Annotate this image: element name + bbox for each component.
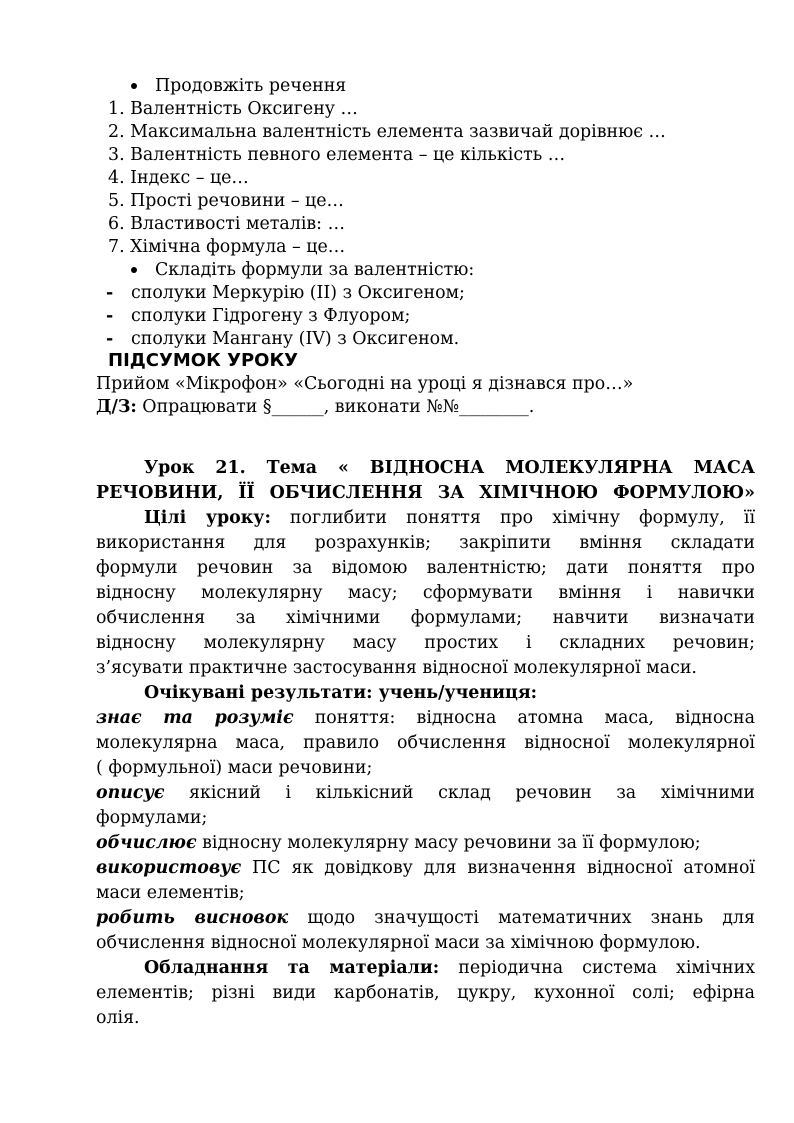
dash-item: сполуки Гідрогену з Флуором;: [131, 306, 411, 326]
describes-label: описує: [96, 783, 165, 803]
list-item: 1. Валентність Оксигену …: [108, 99, 358, 119]
goals-row: обчислення за хімічними формулами; навчити визначати: [96, 608, 755, 628]
equipment-paragraph: [96, 956, 755, 1031]
concludes-row: обчислення відносної молекулярної маси за хімічною формулою.: [96, 933, 701, 953]
uses-paragraph: [96, 856, 755, 906]
list-item: 4. Індекс – це…: [108, 168, 249, 188]
goals-row: формули речовин за відомою валентністю; дати поняття про: [96, 558, 755, 578]
equipment-row: олія.: [96, 1008, 140, 1028]
goals-row: поглибити поняття про хімічну формулу, її: [270, 508, 756, 528]
list-item: 3. Валентність певного елемента – це кількість …: [108, 145, 566, 165]
dash-marker: -: [106, 329, 114, 349]
bullet-text-formulas: Складіть формули за валентністю:: [155, 260, 475, 280]
dash-marker: -: [106, 306, 114, 326]
goals-row: відносну молекулярну масу; сформувати вміння і навички: [96, 583, 755, 603]
calculates-paragraph: [96, 831, 755, 856]
knows-row: ( формульної) маси речовини;: [96, 758, 373, 778]
calculates-text: відносну молекулярну масу речовини за її формулою;: [196, 833, 701, 853]
goals-row: використання для розрахунків; закріпити вміння складати: [96, 533, 755, 553]
reception-text: Прийом «Мікрофон» «Сьогодні на уроці я дізнався про…»: [96, 374, 634, 394]
goals-row: з’ясувати практичне застосування відносної молекулярної маси.: [96, 658, 697, 678]
homework-label: Д/З:: [96, 397, 137, 417]
list-item: 6. Властивості металів: …: [108, 214, 345, 234]
equipment-row: елементів; різні види карбонатів, цукру, кухонної солі; ефірна: [96, 983, 755, 1003]
dash-item: сполуки Меркурію (ІІ) з Оксигеном;: [131, 283, 465, 303]
goals-row: відносну молекулярну масу простих і складних речовин;: [96, 633, 755, 653]
lesson-title: [96, 456, 755, 506]
lesson-title-line2: РЕЧОВИНИ, ЇЇ ОБЧИСЛЕННЯ ЗА ХІМІЧНОЮ ФОРМУЛОЮ»: [96, 483, 755, 503]
concludes-label: робить висновок: [96, 908, 289, 928]
list-item: 5. Прості речовини – це…: [108, 191, 344, 211]
concludes-paragraph: [96, 906, 755, 956]
knows-label: знає та розуміє: [96, 708, 294, 728]
calculates-label: обчислює: [96, 833, 197, 853]
expected-heading-block: [96, 681, 755, 706]
equipment-label: Обладнання та матеріали:: [144, 958, 440, 978]
knows-paragraph: [96, 706, 755, 781]
goals-paragraph: [96, 506, 755, 681]
bullet-text-continue: Продовжіть речення: [155, 76, 347, 96]
summary-heading: ПІДСУМОК УРОКУ: [108, 350, 299, 371]
equipment-row: періодична система хімічних: [439, 958, 756, 978]
uses-row: ПС як довідкову для визначення відносної атомної: [241, 858, 755, 878]
uses-label: використовує: [96, 858, 242, 878]
dash-marker: -: [106, 283, 114, 303]
describes-row: формулами;: [96, 808, 208, 828]
list-item: 7. Хімічна формула – це…: [108, 237, 346, 257]
bullet-icon: [131, 83, 137, 89]
homework-text: Опрацювати §______, виконати №№________.: [136, 397, 535, 417]
dash-item: сполуки Мангану (ІV) з Оксигеном.: [131, 329, 460, 349]
goals-label: Цілі уроку:: [144, 508, 271, 528]
uses-row: маси елементів;: [96, 883, 245, 903]
lesson-title-line1: Урок 21. Тема « ВІДНОСНА МОЛЕКУЛЯРНА МАСА: [144, 458, 755, 478]
describes-row: якісний і кількісний склад речовин за хімічними: [164, 783, 755, 803]
list-item: 2. Максимальна валентність елемента зазвичай дорівнює …: [108, 122, 666, 142]
describes-paragraph: [96, 781, 755, 831]
bullet-icon: [131, 267, 137, 273]
expected-heading: Очікувані результати: учень/учениця:: [144, 683, 538, 703]
knows-row: поняття: відносна атомна маса, відносна: [293, 708, 756, 728]
concludes-row: щодо значущості математичних знань для: [288, 908, 755, 928]
knows-row: молекулярна маса, правило обчислення відносної молекулярної: [96, 733, 755, 753]
homework-line: [96, 395, 534, 419]
